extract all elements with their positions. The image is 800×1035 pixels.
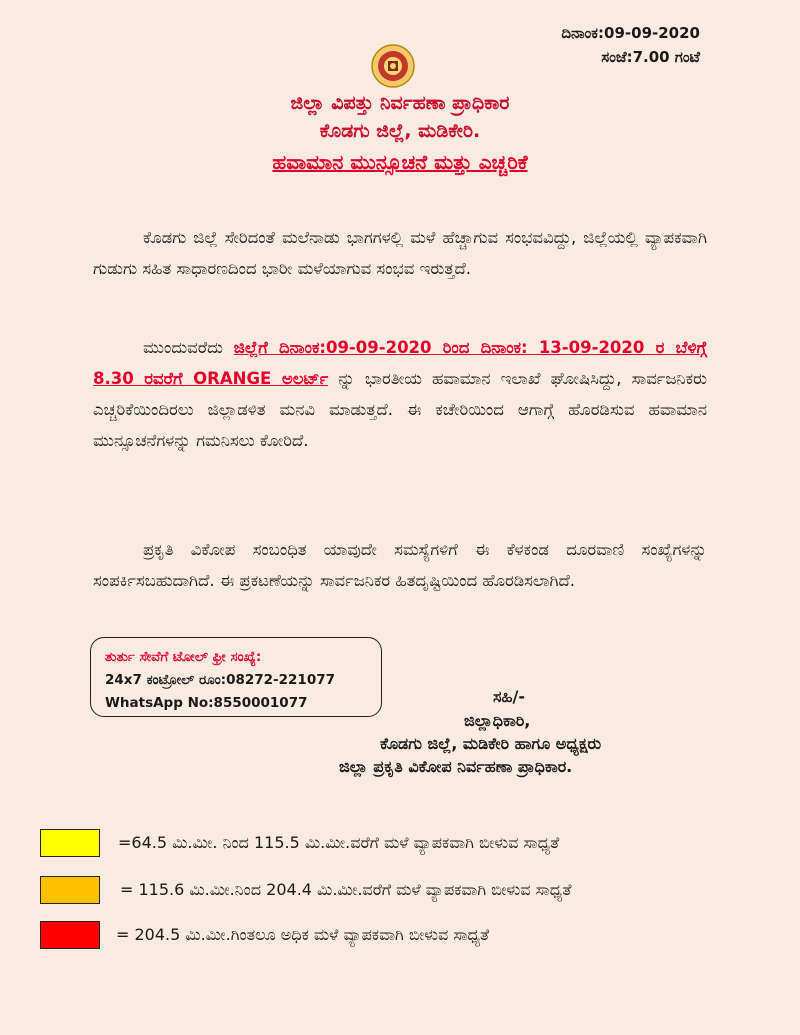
legend-swatch-yellow	[40, 829, 100, 857]
signature-line-title: ಜಿಲ್ಲಾಧಿಕಾರಿ,	[464, 711, 531, 730]
paragraph-forecast: ಕೊಡಗು ಜಿಲ್ಲೆ ಸೇರಿದಂತೆ ಮಲೆನಾಡು ಭಾಗಗಳಲ್ಲಿ ಮಳೆ ಹೆಚ್ಚಾಗುವ ಸಂಭವವಿದ್ದು, ಜಿಲ್ಲೆಯಲ್ಲಿ ವ್ಯಾಪಕವಾಗಿ ಗುಡುಗು ಸಹಿತ ಸಾಧಾರಣದಿಂದ ಭಾರೀ ಮಳೆಯಾಗುವ ಸಂಭವ ಇರುತ್ತದೆ.	[93, 228, 707, 278]
signature-line-authority: ಜಿಲ್ಲಾ ಪ್ರಕೃತಿ ವಿಕೋಪ ನಿರ್ವಹಣಾ ಪ್ರಾಧಿಕಾರ.	[339, 757, 573, 776]
legend-text-yellow: =64.5 ಮಿ.ಮೀ. ನಿಂದ 115.5 ಮಿ.ಮೀ.ವರೆಗೆ ಮಳೆ ವ್ಯಾಪಕವಾಗಿ ಬೀಳುವ ಸಾಧ್ಯತೆ	[118, 833, 560, 852]
helpline-box	[90, 637, 382, 717]
authority-name: ಜಿಲ್ಲಾ ವಿಪತ್ತು ನಿರ್ವಹಣಾ ಪ್ರಾಧಿಕಾರ	[290, 92, 510, 114]
helpline-title: ತುರ್ತು ಸೇವೆಗೆ ಟೋಲ್ ಫ್ರೀ ಸಂಖ್ಯೆ:	[105, 649, 262, 665]
alert-intro-text: ಮುಂದುವರೆದು	[143, 338, 234, 357]
legend-text-red: = 204.5 ಮಿ.ಮೀ.ಗಿಂತಲೂ ಅಧಿಕ ಮಳೆ ವ್ಯಾಪಕವಾಗಿ ಬೀಳುವ ಸಾಧ್ಯತೆ	[116, 925, 490, 944]
legend-swatch-red	[40, 921, 100, 949]
issue-time: ಸಂಜೆ:7.00 ಗಂಟೆ	[601, 48, 700, 66]
signature-line-signed: ಸಹಿ/-	[493, 687, 525, 706]
alert-body-text: ನ್ನು ಭಾರತೀಯ ಹವಾಮಾನ ಇಲಾಖೆ ಘೋಷಿಸಿದ್ದು, ಸಾರ್ವಜನಿಕರು ಎಚ್ಚರಿಕೆಯಿಂದಿರಲು ಜಿಲ್ಲಾಡಳಿತ ಮನವಿ ಮಾಡುತ್ತದೆ. ಈ ಕಚೇರಿಯಿಂದ ಆಗಾಗ್ಗೆ ಹೊರಡಿಸುವ ಹವಾಮಾನ ಮುನ್ಸೂಚನೆಗಳನ್ನು ಗಮನಿಸಲು ಕೋರಿದೆ.	[93, 369, 708, 450]
legend-text-orange: = 115.6 ಮಿ.ಮೀ.ನಿಂದ 204.4 ಮಿ.ಮೀ.ವರೆಗೆ ಮಳೆ ವ್ಯಾಪಕವಾಗಿ ಬೀಳುವ ಸಾಧ್ಯತೆ	[120, 880, 572, 899]
orange-alert-highlight: ಜಿಲ್ಲೆಗೆ ದಿನಾಂಕ:09-09-2020 ರಿಂದ ದಿನಾಂಕ: 13-09-2020 ರ ಬೆಳಿಗ್ಗೆ 8.30 ರವರೆಗೆ ORANGE ಅಲರ್ಟ್	[93, 338, 707, 388]
page-title: ಹವಾಮಾನ ಮುನ್ಸೂಚನೆ ಮತ್ತು ಎಚ್ಚರಿಕೆ	[272, 150, 528, 174]
paragraph-alert	[93, 332, 707, 456]
district-name: ಕೊಡಗು ಜಿಲ್ಲೆ, ಮಡಿಕೇರಿ.	[319, 120, 481, 142]
paragraph-contact: ಪ್ರಕೃತಿ ವಿಕೋಪ ಸಂಬಂಧಿತ ಯಾವುದೇ ಸಮಸ್ಯೆಗಳಿಗೆ ಈ ಕೆಳಕಂಡ ದೂರವಾಣಿ ಸಂಖ್ಯೆಗಳನ್ನು ಸಂಪರ್ಕಿಸಬಹುದಾಗಿದೆ. ಈ ಪ್ರಕಟಣೆಯನ್ನು ಸಾರ್ವಜನಿಕರ ಹಿತದೃಷ್ಟಿಯಿಂದ ಹೊರಡಿಸಲಾಗಿದೆ.	[93, 540, 707, 590]
signature-line-district: ಕೊಡಗು ಜಿಲ್ಲೆ, ಮಡಿಕೇರಿ ಹಾಗೂ ಅಧ್ಯಕ್ಷರು	[380, 734, 602, 753]
legend-swatch-orange	[40, 876, 100, 904]
issue-date: ದಿನಾಂಕ:09-09-2020	[561, 24, 700, 42]
karnataka-emblem-icon	[371, 44, 415, 88]
control-room-number: 24x7 ಕಂಟ್ರೋಲ್ ರೂಂ:08272-221077	[105, 672, 336, 688]
whatsapp-number: WhatsApp No:8550001077	[105, 695, 308, 711]
